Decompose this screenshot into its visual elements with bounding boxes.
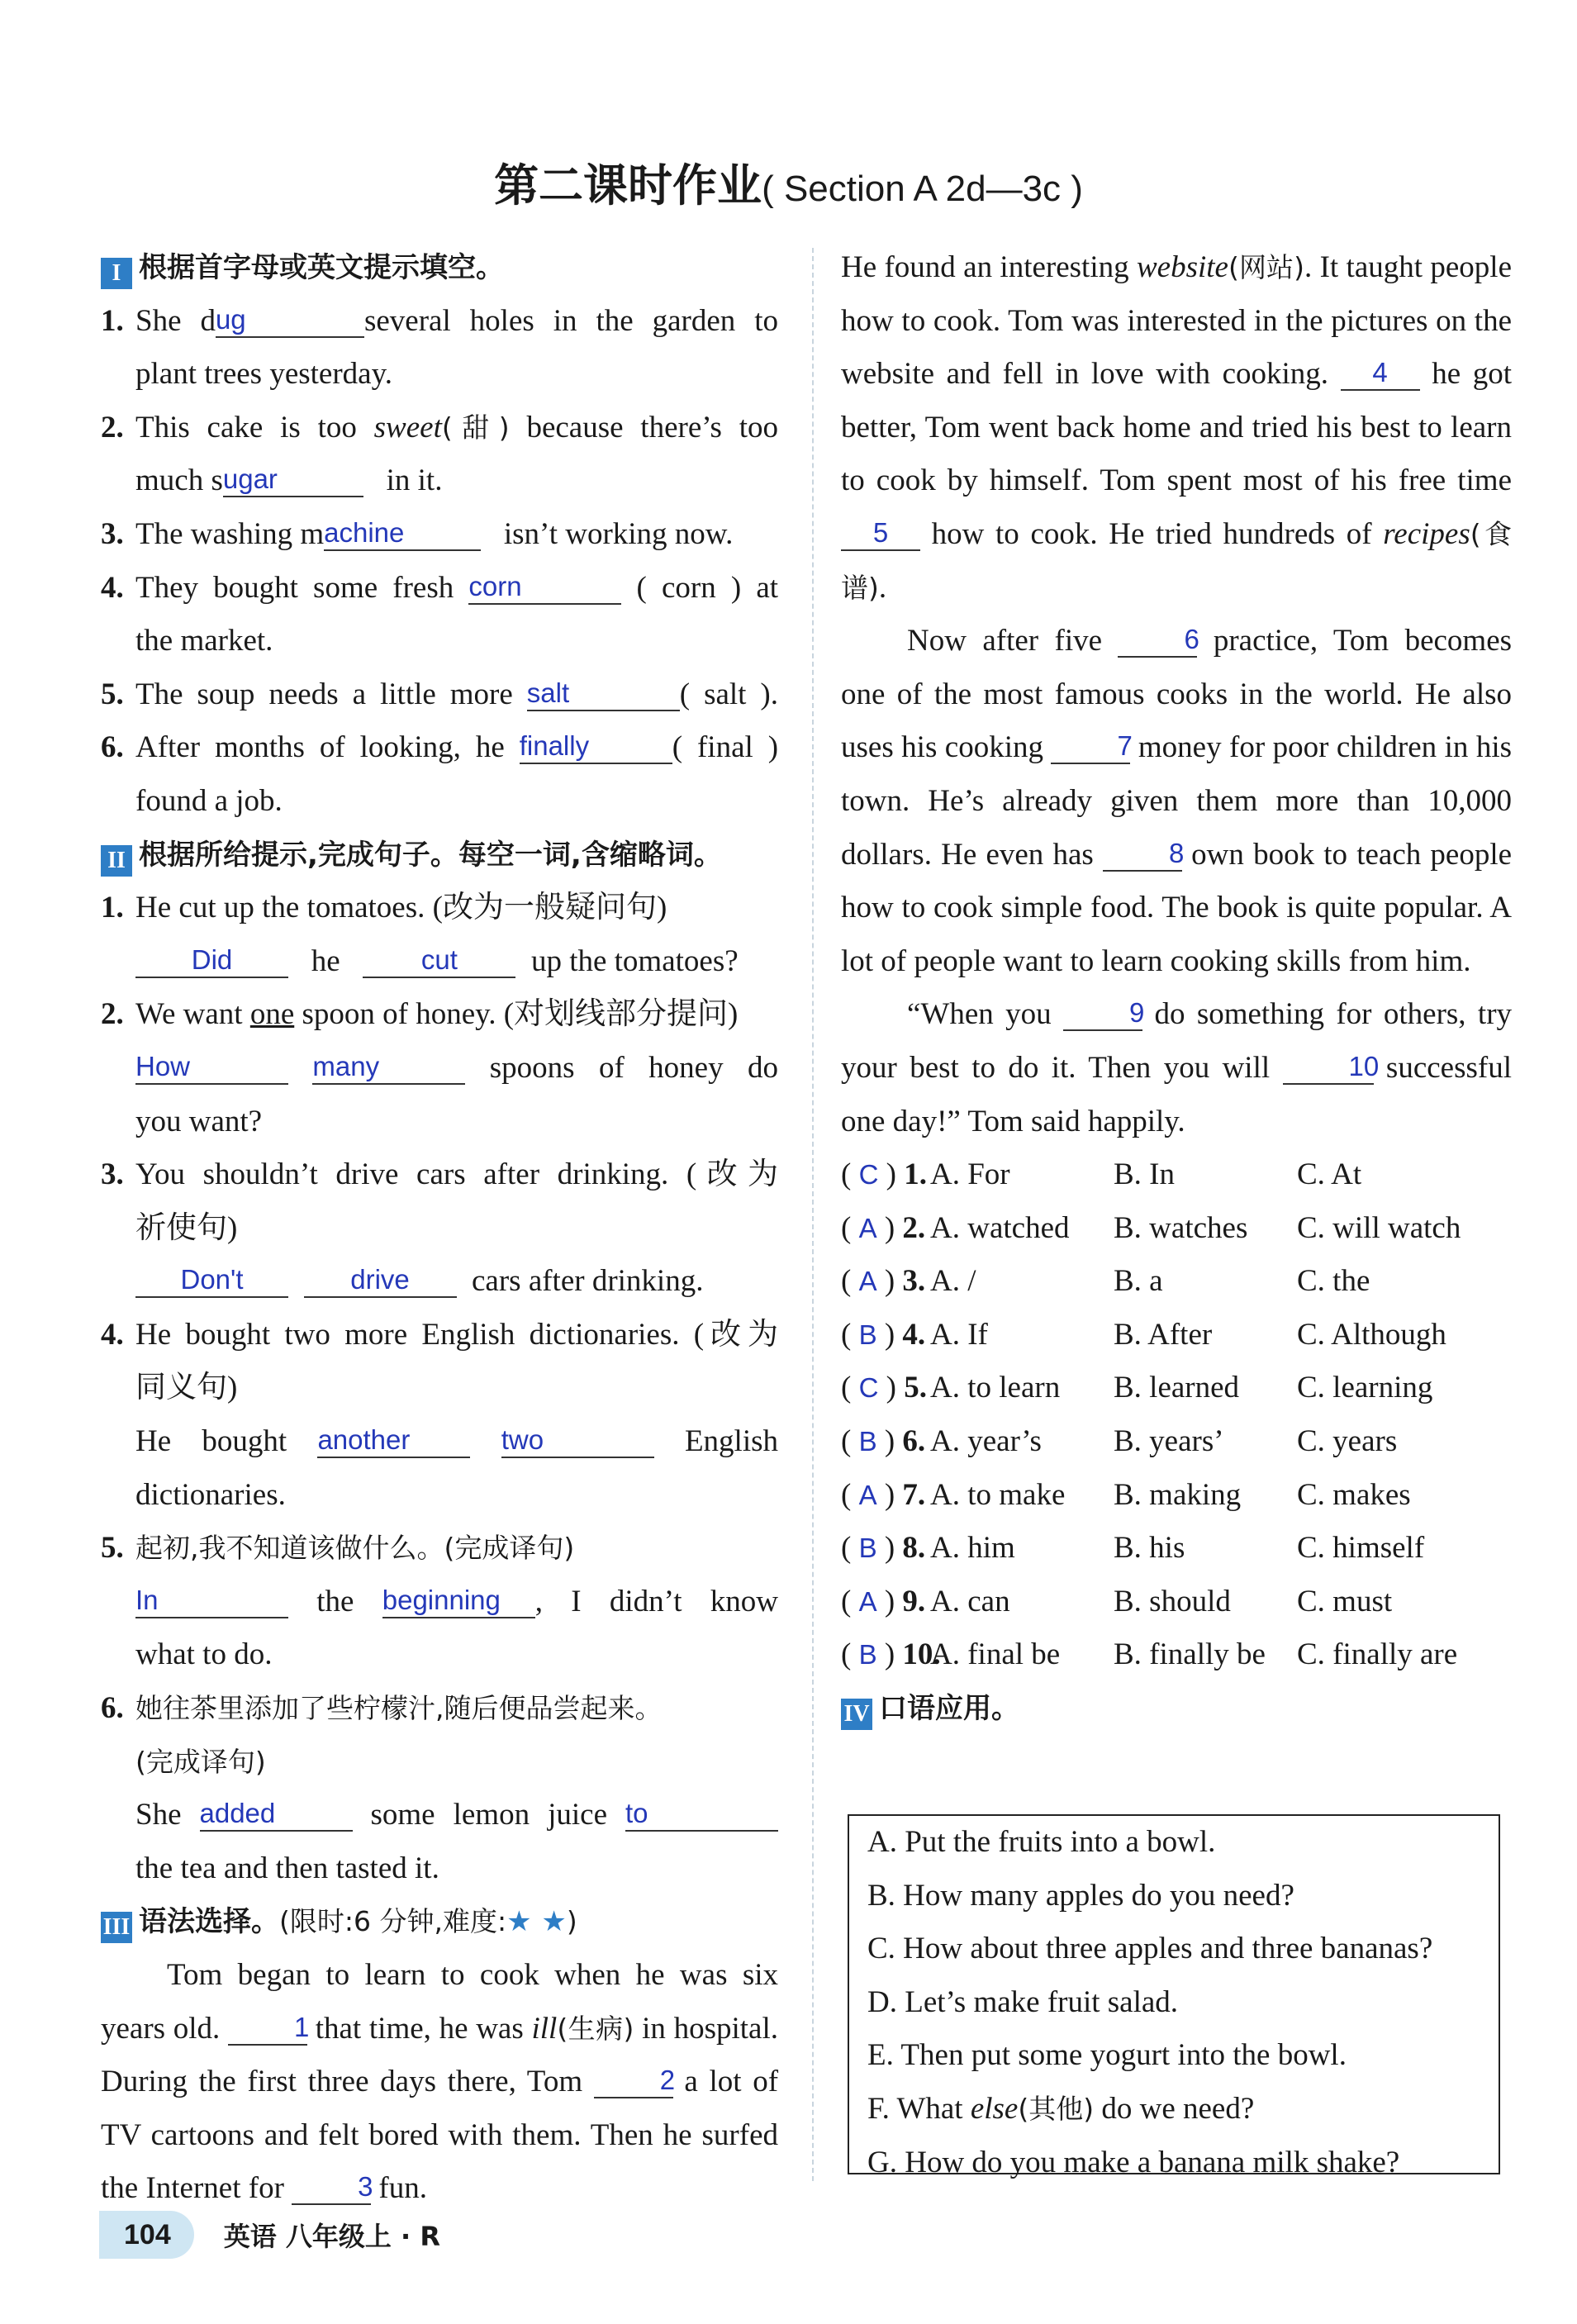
option-b[interactable]: B. watches <box>1114 1210 1248 1245</box>
option-a[interactable]: A. For <box>930 1157 1010 1192</box>
option-b[interactable]: B. a <box>1114 1264 1163 1299</box>
s2-item-4: 4. He bought two more English dictionaries. (改为 同义句) He bought another two English dictionaries. <box>101 1317 778 1512</box>
answer-blank[interactable]: finally <box>520 730 672 764</box>
answer-blank[interactable]: cut <box>363 943 515 978</box>
title-section: ( Section A 2d—3c ) <box>762 169 1083 209</box>
option-c[interactable]: C. himself <box>1297 1531 1425 1566</box>
s1-item-4: 4. They bought some fresh corn ( corn ) at the market. <box>101 570 779 658</box>
passage-paragraph-2: He found an interesting website(网站). It taught people how to cook. Tom was interested in the pictures on the website and fell in love with cooking. 4 he got better, Tom went back home and tried his best to learn to cook by himself. Tom spent most of his free time 5 how to cook. He tried hundreds of recipes(食谱). <box>841 250 1513 605</box>
option-a[interactable]: A. to make <box>930 1477 1066 1512</box>
page-footer <box>99 2208 440 2262</box>
section-2-badge: II <box>101 845 132 877</box>
answer-blank[interactable]: beginning <box>382 1584 535 1618</box>
section-3-heading: III 语法选择。(限时:6 分钟,难度:★ ★) <box>101 1895 778 1949</box>
option-c[interactable]: C. will watch <box>1297 1210 1461 1245</box>
passage-blank[interactable]: 10 <box>1283 1050 1374 1085</box>
answer-blank[interactable]: added <box>200 1797 353 1832</box>
option-a[interactable]: A. to learn <box>930 1371 1061 1405</box>
section-1-heading: I 根据首字母或英文提示填空。 <box>101 241 778 295</box>
s2-item-5: 5. 起初,我不知道该做什么。(完成译句) In the beginning , I didn’t know what to do. <box>101 1531 779 1672</box>
passage-paragraph-1: Tom began to learn to cook when he was six years old. 1 that time, he was ill(生病) in hospital. During the first three days there, Tom 2 a lot of TV cartoons and felt bored with them. Then he surfed the Internet for 3 fun. <box>101 1958 779 2206</box>
s1-item-1: 1. She dug several holes in the garden to plant trees yesterday. <box>101 303 779 392</box>
section-4-badge: IV <box>841 1699 872 1730</box>
answer-choice[interactable]: B <box>858 1319 877 1350</box>
dialog-option: A. Put the fruits into a bowl. <box>867 1825 1216 1859</box>
option-c[interactable]: C. must <box>1297 1584 1393 1618</box>
column-divider <box>812 248 814 2181</box>
section-1-badge: I <box>101 258 132 289</box>
dialog-option: B. How many apples do you need? <box>867 1878 1294 1913</box>
option-b[interactable]: B. years’ <box>1114 1424 1224 1459</box>
option-row-3: ( A ) 3. A. / B. a C. the <box>841 1255 1512 1309</box>
dialog-option: G. How do you make a banana milk shake? <box>867 2145 1400 2179</box>
option-c[interactable]: C. years <box>1297 1424 1398 1459</box>
difficulty-stars-icon: ★ ★ <box>506 1905 567 1939</box>
section-3-badge: III <box>101 1912 132 1943</box>
option-c[interactable]: C. At <box>1297 1157 1362 1192</box>
option-a[interactable]: A. him <box>930 1531 1015 1566</box>
answer-blank[interactable]: salt <box>527 677 680 711</box>
answer-choice[interactable]: C <box>858 1159 879 1191</box>
option-c[interactable]: C. finally are <box>1297 1637 1458 1672</box>
answer-choice[interactable]: B <box>858 1426 877 1457</box>
passage-paragraph-4: “When you 9 do something for others, try your best to do it. Then you will 10 successful one day!” Tom said happily. <box>841 997 1513 1138</box>
answer-choice[interactable]: B <box>858 1639 877 1671</box>
dialog-option: E. Then put some yogurt into the bowl. <box>867 2038 1347 2073</box>
passage-blank[interactable]: 7 <box>1051 730 1130 764</box>
option-a[interactable]: A. If <box>930 1317 988 1352</box>
options-list <box>841 1148 1512 1682</box>
s2-item-3: 3. You shouldn’t drive cars after drinking. (改为 祈使句) Don't drive cars after drinking. <box>101 1157 778 1299</box>
option-a[interactable]: A. / <box>930 1264 976 1299</box>
passage-blank[interactable]: 6 <box>1118 623 1197 658</box>
option-b[interactable]: B. In <box>1114 1157 1175 1192</box>
passage-blank[interactable]: 8 <box>1103 837 1182 872</box>
dialog-option: F. What else(其他) do we need? <box>867 2091 1255 2126</box>
passage-blank[interactable]: 9 <box>1063 996 1142 1031</box>
answer-blank[interactable]: ugar <box>223 463 363 497</box>
s2-item-1: 1. He cut up the tomatoes. (改为一般疑问句) Did he cut up the tomatoes? <box>101 891 739 978</box>
answer-blank[interactable]: ug <box>216 303 364 338</box>
answer-blank[interactable]: Don't <box>135 1263 288 1298</box>
passage-blank[interactable]: 1 <box>228 2011 307 2046</box>
option-row-10: ( B ) 10. A. final be B. finally be C. finally are <box>841 1628 1512 1682</box>
option-row-1: ( C ) 1. A. For B. In C. At <box>841 1148 1512 1202</box>
option-c[interactable]: C. the <box>1297 1264 1370 1299</box>
dialog-option: D. Let’s make fruit salad. <box>867 1984 1179 2019</box>
passage-blank[interactable]: 3 <box>292 2170 371 2205</box>
answer-choice[interactable]: A <box>858 1585 877 1617</box>
option-b[interactable]: B. making <box>1114 1477 1242 1512</box>
s1-item-5: 5. The soup needs a little more salt ( salt ). <box>101 677 778 711</box>
answer-blank[interactable]: two <box>501 1423 654 1458</box>
option-b[interactable]: B. his <box>1114 1531 1185 1566</box>
left-column <box>101 241 778 2216</box>
answer-blank[interactable]: to <box>625 1797 778 1832</box>
passage-paragraph-3: Now after five 6 practice, Tom becomes one of the most famous cooks in the world. He also uses his cooking 7 money for poor children in his town. He’s already given them more than 10,000 dollars. He even has 8 own book to teach people how to cook simple food. The book is quite popular. A lot of people want to learn cooking skills from him. <box>841 624 1513 978</box>
option-row-6: ( B ) 6. A. year’s B. years’ C. years <box>841 1415 1512 1469</box>
option-b[interactable]: B. learned <box>1114 1371 1240 1405</box>
passage-blank[interactable]: 2 <box>594 2064 673 2098</box>
option-b[interactable]: B. finally be <box>1114 1637 1266 1672</box>
option-row-8: ( B ) 8. A. him B. his C. himself <box>841 1522 1512 1575</box>
answer-blank[interactable]: many <box>312 1050 465 1085</box>
answer-choice[interactable]: A <box>858 1266 877 1297</box>
page-title <box>0 150 1577 214</box>
option-a[interactable]: A. watched <box>930 1210 1070 1245</box>
answer-choice[interactable]: A <box>858 1479 877 1510</box>
answer-choice[interactable]: A <box>858 1212 877 1243</box>
answer-blank[interactable]: another <box>317 1423 470 1458</box>
section-2-heading: II 根据所给提示,完成句子。每空一词,含缩略词。 <box>101 829 778 882</box>
option-row-7: ( A ) 7. A. to make B. making C. makes <box>841 1469 1512 1523</box>
option-b[interactable]: B. After <box>1114 1317 1213 1352</box>
page-number: 104 <box>99 2211 194 2259</box>
passage-blank[interactable]: 5 <box>841 516 920 551</box>
answer-blank[interactable]: How <box>135 1050 288 1085</box>
s1-item-3: 3. The washing machine isn’t working now. <box>101 516 734 551</box>
answer-blank[interactable]: corn <box>468 570 621 605</box>
answer-blank[interactable]: Did <box>135 943 288 978</box>
s2-item-2: 2. We want one spoon of honey. (对划线部分提问) How many spoons of honey do you want? <box>101 997 778 1138</box>
option-c[interactable]: C. learning <box>1297 1371 1433 1405</box>
s2-item-6: 6. 她往茶里添加了些柠檬汁,随后便品尝起来。 (完成译句) She added some lemon juice to the tea and then tasted it. <box>101 1682 778 1895</box>
option-b[interactable]: B. should <box>1114 1584 1231 1618</box>
answer-blank[interactable]: drive <box>304 1263 457 1298</box>
dialog-options-box <box>848 1814 1500 2179</box>
dialog-option: C. How about three apples and three bananas? <box>867 1932 1433 1966</box>
option-row-9: ( A ) 9. A. can B. should C. must <box>841 1575 1512 1629</box>
title-chinese: 第二课时作业 <box>494 159 762 211</box>
answer-blank[interactable]: achine <box>324 516 481 551</box>
s1-item-2: 2. This cake is too sweet(甜) because there’s too much sugar in it. <box>101 410 778 498</box>
option-row-5: ( C ) 5. A. to learn B. learned C. learning <box>841 1362 1512 1415</box>
option-row-2: ( A ) 2. A. watched B. watches C. will watch <box>841 1202 1512 1256</box>
option-c[interactable]: C. Although <box>1297 1317 1446 1352</box>
option-c[interactable]: C. makes <box>1297 1477 1411 1512</box>
right-column <box>841 241 1512 1736</box>
answer-blank[interactable]: In <box>135 1584 288 1618</box>
option-a[interactable]: A. final be <box>930 1637 1061 1672</box>
section-4-heading: IV 口语应用。 <box>841 1682 1512 1736</box>
option-a[interactable]: A. year’s <box>930 1424 1042 1459</box>
answer-choice[interactable]: C <box>858 1372 879 1404</box>
s1-item-6: 6. After months of looking, he finally ( final ) found a job. <box>101 730 779 818</box>
footer-book-title: 英语 八年级上 · R <box>223 2221 440 2252</box>
option-a[interactable]: A. can <box>930 1584 1010 1618</box>
answer-choice[interactable]: B <box>858 1533 877 1564</box>
option-row-4: ( B ) 4. A. If B. After C. Although <box>841 1309 1512 1362</box>
passage-blank[interactable]: 4 <box>1341 356 1420 391</box>
